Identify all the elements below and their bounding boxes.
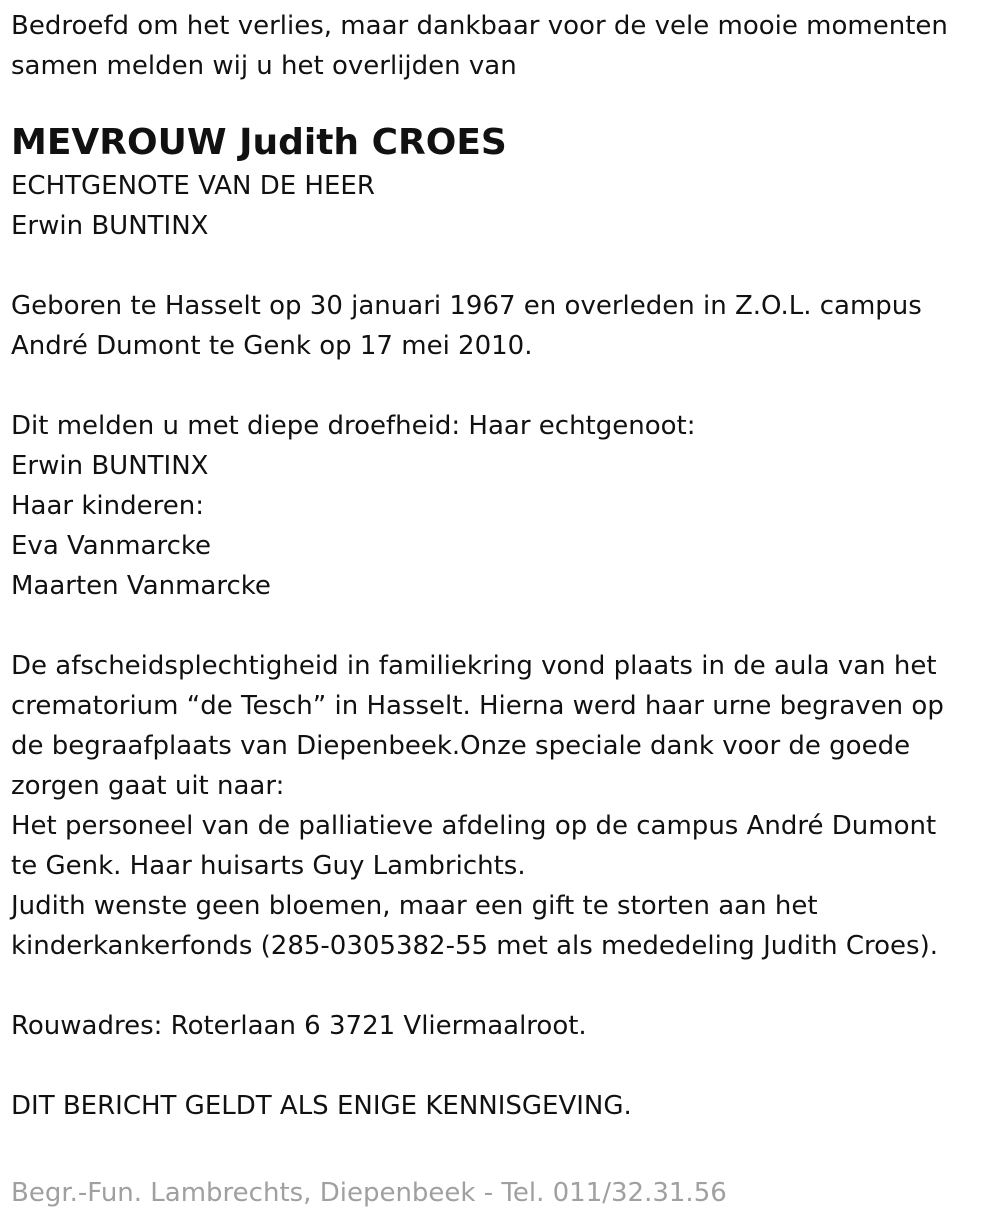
spacer <box>11 366 986 406</box>
intro-line-2: samen melden wij u het overlijden van <box>11 51 517 81</box>
mourning-address: Rouwadres: Roterlaan 6 3721 Vliermaalroot. <box>11 1011 587 1041</box>
spacer <box>11 606 986 646</box>
ceremony-line-4: zorgen gaat uit naar: <box>11 771 285 801</box>
ceremony-line-7: Judith wenste geen bloemen, maar een gift te storten aan het <box>11 891 818 921</box>
ceremony-line-5: Het personeel van de palliatieve afdeling op de campus André Dumont <box>11 811 937 841</box>
spacer <box>11 246 986 286</box>
spouse-name: Erwin BUNTINX <box>11 211 209 241</box>
obituary-notice <box>11 6 986 1126</box>
family-spouse: Erwin BUNTINX <box>11 451 209 481</box>
notice-statement: DIT BERICHT GELDT ALS ENIGE KENNISGEVING. <box>11 1091 632 1121</box>
birth-death-line-1: Geboren te Hasselt op 30 januari 1967 en overleden in Z.O.L. campus <box>11 291 922 321</box>
spacer <box>11 1046 986 1086</box>
spouse-title: ECHTGENOTE VAN DE HEER <box>11 171 375 201</box>
funeral-home-footer: Begr.-Fun. Lambrechts, Diepenbeek - Tel. 011/32.31.56 <box>11 1178 727 1208</box>
family-children-label: Haar kinderen: <box>11 491 204 521</box>
ceremony-line-1: De afscheidsplechtigheid in familiekring vond plaats in de aula van het <box>11 651 937 681</box>
intro-line-1: Bedroefd om het verlies, maar dankbaar voor de vele mooie momenten <box>11 11 948 41</box>
deceased-name: MEVROUW Judith CROES <box>11 122 507 163</box>
family-intro: Dit melden u met diepe droefheid: Haar echtgenoot: <box>11 411 696 441</box>
ceremony-line-8: kinderkankerfonds (285-0305382-55 met als mededeling Judith Croes). <box>11 931 939 961</box>
family-child-2: Maarten Vanmarcke <box>11 571 271 601</box>
family-child-1: Eva Vanmarcke <box>11 531 211 561</box>
ceremony-line-6: te Genk. Haar huisarts Guy Lambrichts. <box>11 851 526 881</box>
birth-death-line-2: André Dumont te Genk op 17 mei 2010. <box>11 331 533 361</box>
ceremony-line-2: crematorium “de Tesch” in Hasselt. Hierna werd haar urne begraven op <box>11 691 944 721</box>
spacer <box>11 966 986 1006</box>
ceremony-line-3: de begraafplaats van Diepenbeek.Onze speciale dank voor de goede <box>11 731 911 761</box>
